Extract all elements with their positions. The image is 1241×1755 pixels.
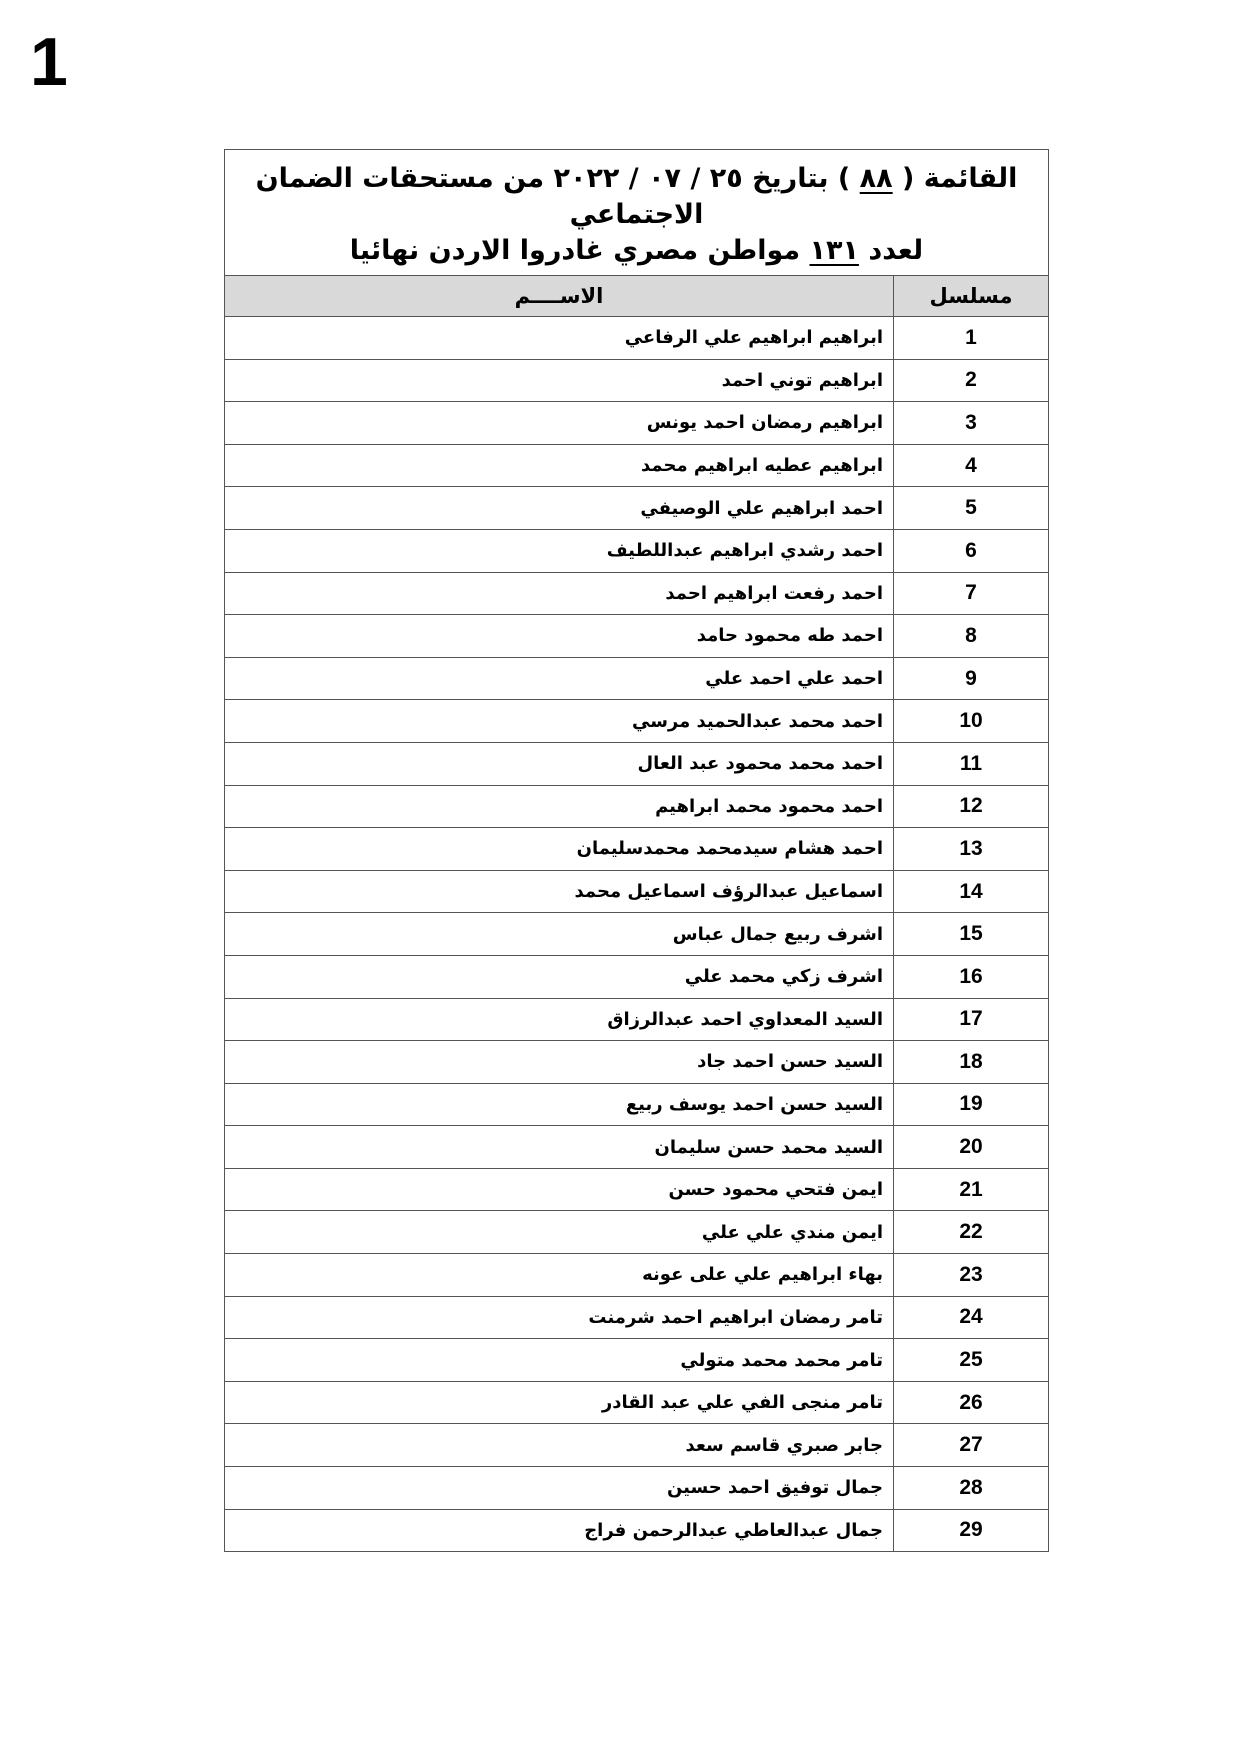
table-row: [225, 1211, 1049, 1254]
title-row: [225, 150, 1049, 276]
table-row: [225, 529, 1049, 572]
title-line-1: [245, 161, 1028, 197]
name-cell: احمد ابراهيم علي الوصيفي: [225, 487, 894, 530]
table-row: [225, 913, 1049, 956]
name-cell: ابراهيم توني احمد: [225, 359, 894, 402]
table-row: [225, 1296, 1049, 1339]
table-row: [225, 955, 1049, 998]
table-row: [225, 359, 1049, 402]
table-row: [225, 1509, 1049, 1552]
serial-column-header: مسلسل: [894, 276, 1049, 317]
name-cell: جمال عبدالعاطي عبدالرحمن فراج: [225, 1509, 894, 1552]
table-row: [225, 1254, 1049, 1297]
table-row: [225, 615, 1049, 658]
serial-cell: 24: [894, 1296, 1049, 1339]
serial-cell: 22: [894, 1211, 1049, 1254]
serial-cell: 7: [894, 572, 1049, 615]
name-cell: السيد حسن احمد يوسف ربيع: [225, 1083, 894, 1126]
serial-cell: 8: [894, 615, 1049, 658]
name-cell: بهاء ابراهيم علي على عونه: [225, 1254, 894, 1297]
serial-cell: 18: [894, 1041, 1049, 1084]
serial-cell: 17: [894, 998, 1049, 1041]
list-number: ٨٨: [859, 162, 893, 194]
name-cell: السيد المعداوي احمد عبدالرزاق: [225, 998, 894, 1041]
serial-cell: 12: [894, 785, 1049, 828]
table-row: [225, 700, 1049, 743]
name-cell: ايمن مندي علي علي: [225, 1211, 894, 1254]
name-cell: احمد محمد عبدالحميد مرسي: [225, 700, 894, 743]
serial-cell: 26: [894, 1381, 1049, 1424]
title-prefix: القائمة (: [902, 162, 1018, 194]
serial-cell: 19: [894, 1083, 1049, 1126]
count-prefix: لعدد: [868, 234, 924, 266]
name-cell: ايمن فتحي محمود حسن: [225, 1168, 894, 1211]
title-date-text: ) بتاريخ ٢٥ / ٠٧ / ٢٠٢٢ من مستحقات الضمان: [255, 162, 851, 194]
beneficiaries-table: [224, 149, 1049, 1552]
serial-cell: 27: [894, 1424, 1049, 1467]
table-row: [225, 870, 1049, 913]
table-row: [225, 487, 1049, 530]
serial-cell: 29: [894, 1509, 1049, 1552]
name-cell: جمال توفيق احمد حسين: [225, 1467, 894, 1510]
name-cell: احمد طه محمود حامد: [225, 615, 894, 658]
serial-cell: 23: [894, 1254, 1049, 1297]
table-row: [225, 785, 1049, 828]
serial-cell: 20: [894, 1126, 1049, 1169]
table-body: [225, 317, 1049, 1552]
name-cell: تامر محمد محمد متولي: [225, 1339, 894, 1382]
name-cell: احمد علي احمد علي: [225, 657, 894, 700]
serial-cell: 3: [894, 402, 1049, 445]
page-number: 1: [30, 24, 68, 100]
name-cell: احمد رشدي ابراهيم عبداللطيف: [225, 529, 894, 572]
name-cell: ابراهيم ابراهيم علي الرفاعي: [225, 317, 894, 360]
serial-cell: 14: [894, 870, 1049, 913]
table-row: [225, 402, 1049, 445]
name-cell: اسماعيل عبدالرؤف اسماعيل محمد: [225, 870, 894, 913]
name-cell: احمد محمد محمود عبد العال: [225, 742, 894, 785]
table-row: [225, 1424, 1049, 1467]
table-row: [225, 742, 1049, 785]
name-cell: السيد محمد حسن سليمان: [225, 1126, 894, 1169]
table-row: [225, 1126, 1049, 1169]
table-row: [225, 1339, 1049, 1382]
title-line-2: الاجتماعي: [569, 198, 704, 230]
table-row: [225, 572, 1049, 615]
serial-cell: 9: [894, 657, 1049, 700]
serial-cell: 6: [894, 529, 1049, 572]
table-row: [225, 1381, 1049, 1424]
name-cell: اشرف ربيع جمال عباس: [225, 913, 894, 956]
name-cell: اشرف زكي محمد علي: [225, 955, 894, 998]
name-cell: احمد رفعت ابراهيم احمد: [225, 572, 894, 615]
title-line-3: [245, 233, 1028, 269]
serial-cell: 4: [894, 444, 1049, 487]
serial-cell: 11: [894, 742, 1049, 785]
table-row: [225, 444, 1049, 487]
count-suffix: مواطن مصري غادروا الاردن نهائيا: [349, 234, 801, 266]
serial-cell: 15: [894, 913, 1049, 956]
table-row: [225, 998, 1049, 1041]
serial-cell: 25: [894, 1339, 1049, 1382]
column-header-row: [225, 276, 1049, 317]
name-cell: ابراهيم رمضان احمد يونس: [225, 402, 894, 445]
table-row: [225, 1467, 1049, 1510]
citizen-count: ١٣١: [809, 234, 859, 266]
document-title: [225, 150, 1049, 276]
serial-cell: 10: [894, 700, 1049, 743]
serial-cell: 28: [894, 1467, 1049, 1510]
serial-cell: 2: [894, 359, 1049, 402]
serial-cell: 21: [894, 1168, 1049, 1211]
name-cell: جابر صبري قاسم سعد: [225, 1424, 894, 1467]
name-cell: تامر رمضان ابراهيم احمد شرمنت: [225, 1296, 894, 1339]
name-cell: احمد هشام سيدمحمد محمدسليمان: [225, 828, 894, 871]
serial-cell: 5: [894, 487, 1049, 530]
name-cell: تامر منجى الفي علي عبد القادر: [225, 1381, 894, 1424]
table-row: [225, 1041, 1049, 1084]
table-row: [225, 828, 1049, 871]
table-row: [225, 1083, 1049, 1126]
table-row: [225, 1168, 1049, 1211]
name-column-header: الاســــم: [225, 276, 894, 317]
name-cell: ابراهيم عطيه ابراهيم محمد: [225, 444, 894, 487]
serial-cell: 16: [894, 955, 1049, 998]
table-row: [225, 317, 1049, 360]
table-row: [225, 657, 1049, 700]
serial-cell: 13: [894, 828, 1049, 871]
serial-cell: 1: [894, 317, 1049, 360]
name-cell: السيد حسن احمد جاد: [225, 1041, 894, 1084]
name-cell: احمد محمود محمد ابراهيم: [225, 785, 894, 828]
